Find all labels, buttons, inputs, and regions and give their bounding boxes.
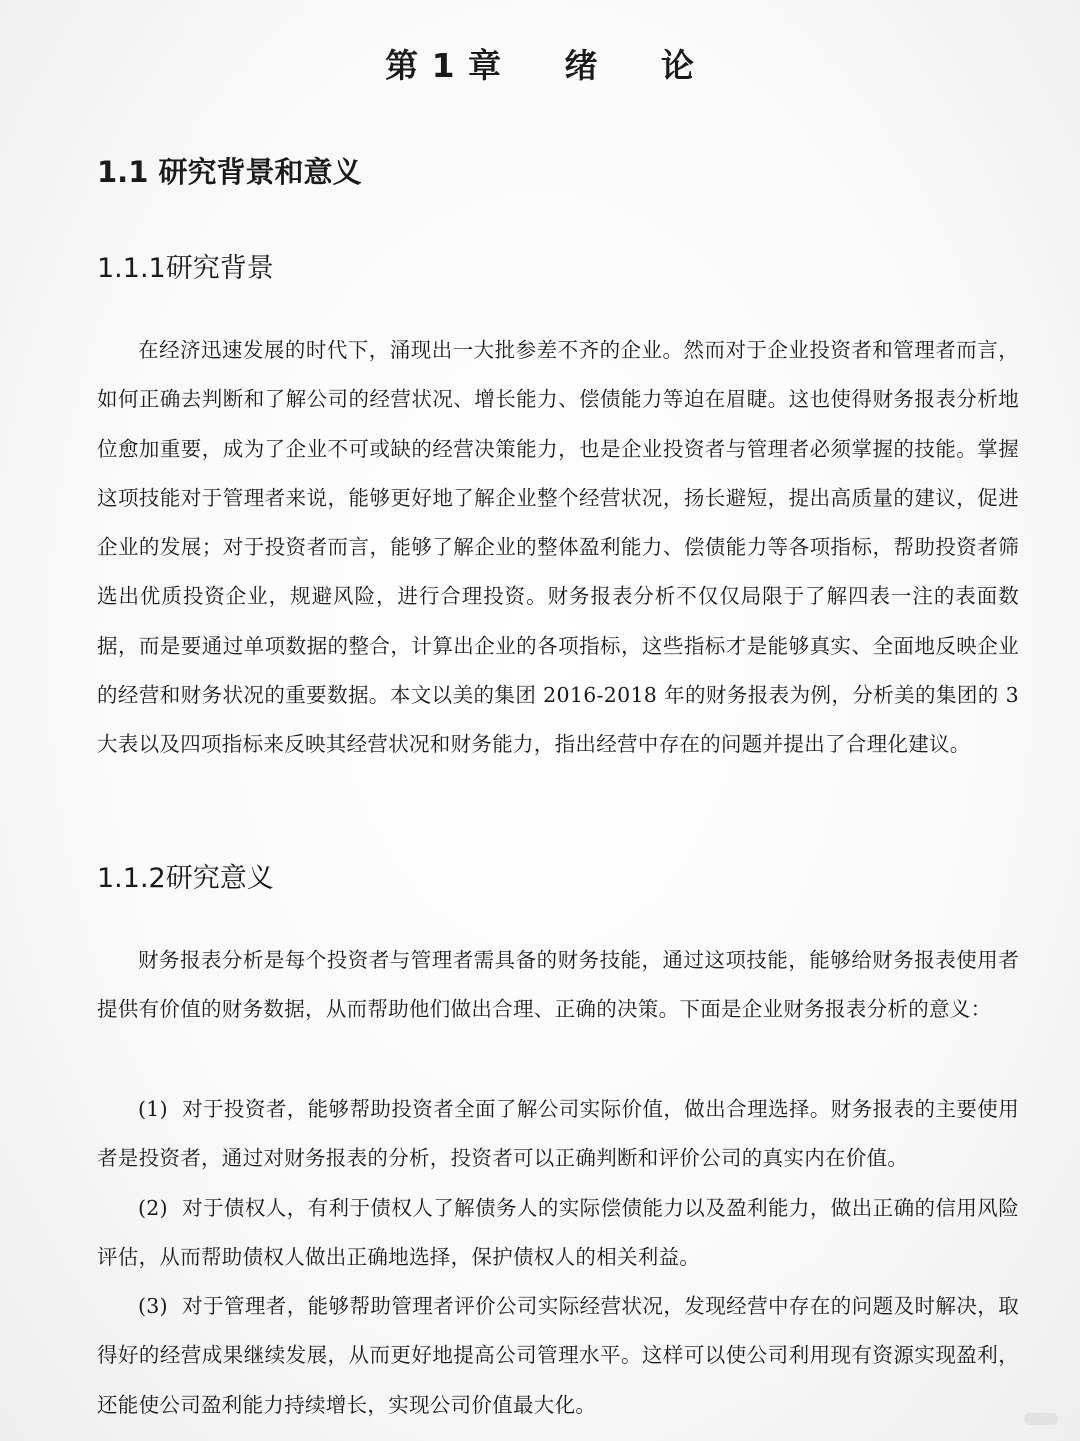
- significance-paragraph: 财务报表分析是每个投资者与管理者需具备的财务技能，通过这项技能，能够给财务报表使用者提供有价值的财务数据，从而帮助他们做出合理、正确的决策。下面是企业财务报表分析的意义：: [97, 948, 1019, 1022]
- subsection-title-background: 1.1.1研究背景: [97, 253, 274, 284]
- list-item-text: 对于投资者，能够帮助投资者全面了解公司实际价值，做出合理选择。财务报表的主要使用者是投资者，通过对财务报表的分析，投资者可以正确判断和评价公司的真实内在价值。: [97, 1097, 1019, 1171]
- list-item: [97, 1282, 1019, 1430]
- list-item-number: (1): [138, 1097, 168, 1121]
- list-item-text: 对于债权人，有利于债权人了解债务人的实际偿债能力以及盈利能力，做出正确的信用风险评估，从而帮助债权人做出正确地选择，保护债权人的相关利益。: [97, 1195, 1019, 1269]
- section-title: 1.1 研究背景和意义: [97, 155, 362, 189]
- subsection-title-significance: 1.1.2研究意义: [97, 863, 274, 894]
- list-item-number: (3): [138, 1294, 168, 1319]
- background-paragraph: 在经济迅速发展的时代下，涌现出一大批参差不齐的企业。然而对于企业投资者和管理者而言，如何正确去判断和了解公司的经营状况、增长能力、偿债能力等迫在眉睫。这也使得财务报表分析地位愈加重要，成为了企业不可或缺的经营决策能力，也是企业投资者与管理者必须掌握的技能。掌握这项技能对于管理者来说，能够更好地了解企业整个经营状况，扬长避短，提出高质量的建议，促进企业的发展；对于投资者而言，能够了解企业的整体盈利能力、偿债能力等各项指标，帮助投资者筛选出优质投资企业，规避风险，进行合理投资。财务报表分析不仅仅局限于了解四表一注的表面数据，而是要通过单项数据的整合，计算出企业的各项指标，这些指标才是能够真实、全面地反映企业的经营和财务状况的重要数据。本文以美的集团 2016-2018 年的财务报表为例，分析美的集团的 3 大表以及四项指标来反映其经营状况和财务能力，指出经营中存在的问题并提出了合理化建议。: [97, 338, 1019, 757]
- chapter-title: 第 1 章 绪 论: [385, 46, 695, 85]
- list-item: [97, 1184, 1019, 1283]
- list-item-text: 对于管理者，能够帮助管理者评价公司实际经营状况，发现经营中存在的问题及时解决，取得好的经营成果继续发展，从而更好地提高公司管理水平。这样可以使公司利用现有资源实现盈利，还能使公司盈利能力持续增长，实现公司价值最大化。: [97, 1294, 1019, 1417]
- significance-list: [97, 1085, 1019, 1430]
- watermark-mark: [1024, 1413, 1058, 1425]
- list-item-number: (2): [138, 1195, 168, 1220]
- list-item: [97, 1085, 1019, 1184]
